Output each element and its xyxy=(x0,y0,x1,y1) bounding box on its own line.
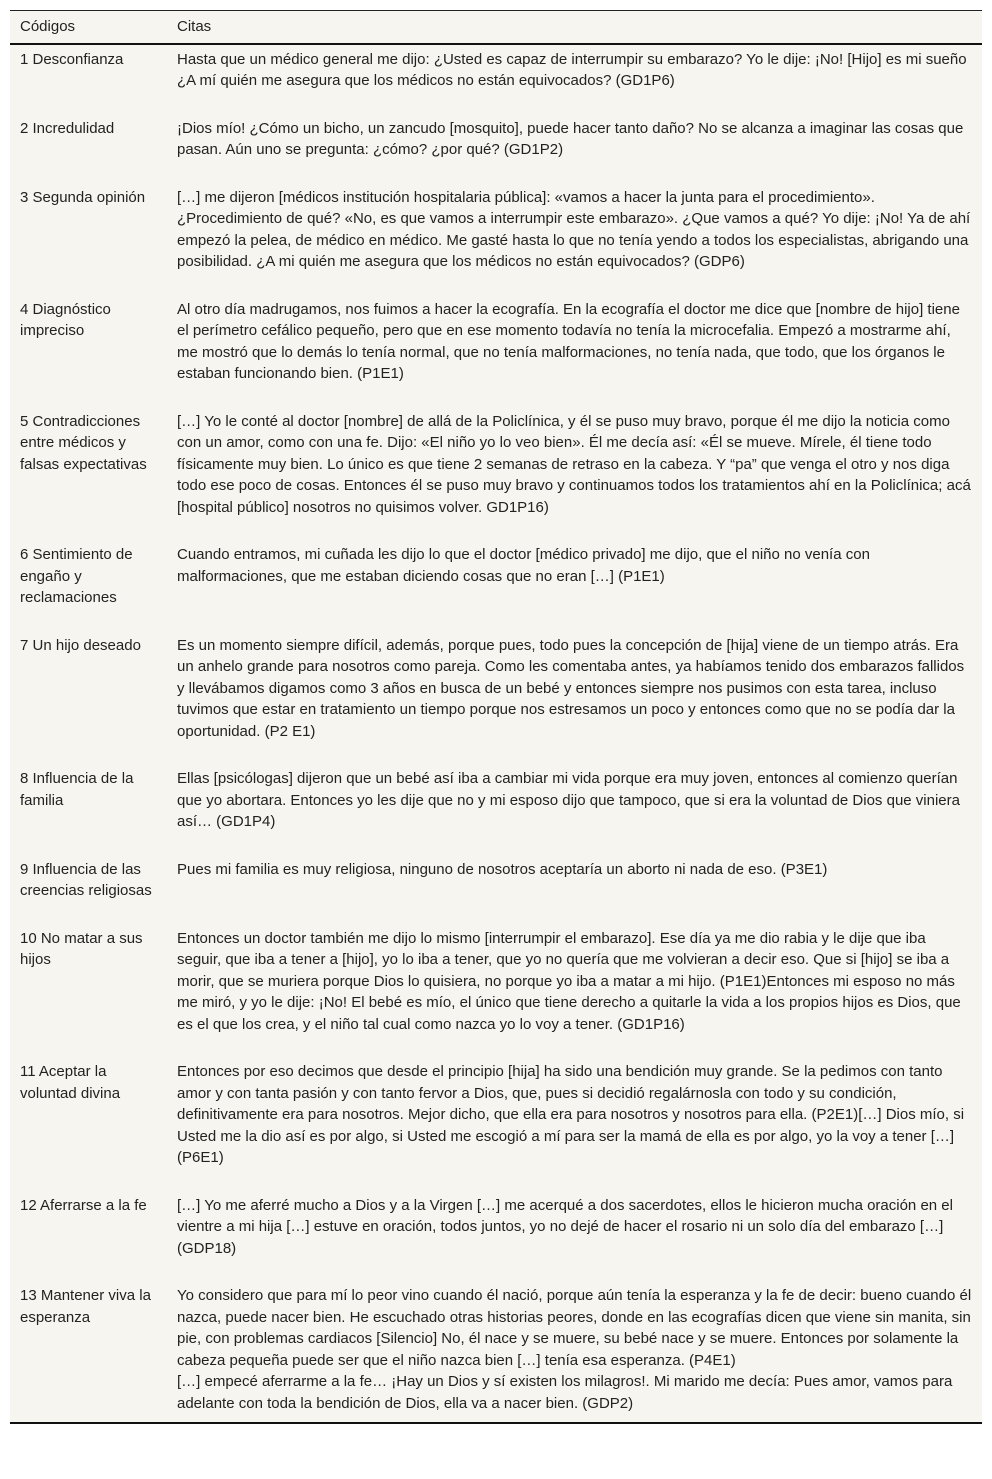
code-cell: 9 Influencia de las creencias religiosas xyxy=(20,860,152,899)
table-row xyxy=(10,924,982,1058)
table-body xyxy=(10,44,982,1424)
quote-text: Hasta que un médico general me dijo: ¿Usted es capaz de interrumpir su embarazo? Yo le dije: ¡No! [Hijo] es mi sueño ¿A mí quién me asegura que los médicos no están equivocados? (GD1P6) xyxy=(177,50,967,89)
code-cell: 5 Contradicciones entre médicos y falsas expectativas xyxy=(20,412,147,473)
quote-text: Pues mi familia es muy religiosa, ninguno de nosotros aceptaría un aborto ni nada de eso. (P3E1) xyxy=(177,860,828,878)
code-cell: 1 Desconfianza xyxy=(20,50,124,68)
header-codes: Códigos xyxy=(10,11,167,44)
quote-cell xyxy=(167,407,982,541)
quote-cell xyxy=(167,631,982,765)
table-row xyxy=(10,1281,982,1423)
quote-text: Entonces por eso decimos que desde el principio [hija] ha sido una bendición muy grande. Se la pedimos con tanto amor y con tanta pasión y con tanto fervor a Dios, que, pues si decidió regalárnosla con todo y su condición, definitivamente era para nosotros. Mejor dicho, que ella era para nosotros y nosotros para ella. (P2E1)[…] Dios mío, si Usted me la dio así es por algo, si Usted me escogió a mí para ser la mamá de ella es por algo, yo la voy a tener […] (P6E1) xyxy=(177,1063,965,1166)
code-cell: 7 Un hijo deseado xyxy=(20,636,141,654)
codes-quotes-table xyxy=(10,10,982,1424)
code-cell: 8 Influencia de la familia xyxy=(20,770,134,809)
quote-text: […] me dijeron [médicos institución hospitalaria pública]: «vamos a hacer la junta para el procedimiento». ¿Procedimiento de qué? «No, es que vamos a interrumpir este embarazo». ¿Que vamos a qué? Yo dije: ¡No! Ya de ahí empezó la pelea, de médico en médico. Me gasté hasta lo que no tenía yendo a todos los especialistas, abrigando una posibilidad. ¿A mi quién me asegura que los médicos no están equivocados? (GDP6) xyxy=(177,188,971,270)
quote-cell xyxy=(167,44,982,114)
code-cell: 13 Mantener viva la esperanza xyxy=(10,1281,167,1423)
code-cell: 4 Diagnóstico impreciso xyxy=(20,300,111,339)
quote-cell xyxy=(167,764,982,855)
table-row xyxy=(10,540,982,631)
table-row xyxy=(10,295,982,407)
quote-cell xyxy=(167,114,982,183)
code-cell: 12 Aferrarse a la fe xyxy=(20,1196,147,1214)
quote-text: Es un momento siempre difícil, además, porque pues, todo pues la concepción de [hija] viene de un tiempo atrás. Era un anhelo grande para nosotros como pareja. Como les comentaba antes, ya habíamos tenido dos embarazos fallidos y llevábamos digamos como 3 años en busca de un bebé y entonces siempre nos pusimos con esta tarea, incluso tuvimos que estar en tratamiento un tiempo porque nos estresamos un poco y entonces como que no se podía dar la oportunidad. (P2 E1) xyxy=(177,636,965,740)
table-row xyxy=(10,855,982,924)
quote-text: […] empecé aferrarme a la fe… ¡Hay un Dios y sí existen los milagros!. Mi marido me decía: Pues amor, vamos para adelante con toda la bendición de Dios, ella va a nacer bien. (GDP2) xyxy=(177,1373,953,1412)
code-cell: 10 No matar a sus hijos xyxy=(20,929,143,968)
table-row xyxy=(10,1057,982,1191)
quote-cell xyxy=(167,1191,982,1282)
quote-cell xyxy=(167,1281,982,1423)
quote-cell xyxy=(167,540,982,631)
table-row xyxy=(10,44,982,114)
quotes-table-container xyxy=(10,10,982,1424)
quote-text: Cuando entramos, mi cuñada les dijo lo que el doctor [médico privado] me dijo, que el niño no venía con malformaciones, que me estaban diciendo cosas que no eran […] (P1E1) xyxy=(177,546,870,585)
quote-text: […] Yo le conté al doctor [nombre] de allá de la Policlínica, y él se puso muy bravo, porque él me dijo la noticia como con un amor, como con una fe. Dijo: «El niño yo lo veo bien». Él me decía así: «Él se mueve. Mírele, él tiene todo físicamente muy bien. Lo único es que tiene 2 semanas de retraso en la cabeza. Y “pa” que venga el otro y nos diga todo ese poco de cosas. Entonces él se puso muy bravo y continuamos todos los tratamientos ahí en la Policlínica; acá [hospital público] nosotros no quisimos volver. GD1P16) xyxy=(177,412,971,516)
quote-cell xyxy=(167,1057,982,1191)
quote-text: ¡Dios mío! ¿Cómo un bicho, un zancudo [mosquito], puede hacer tanto daño? No se alcanza a imaginar las cosas que pasan. Aún uno se pregunta: ¿cómo? ¿por qué? (GD1P2) xyxy=(177,119,964,158)
quote-cell xyxy=(167,183,982,295)
quote-cell xyxy=(167,855,982,924)
quote-text: Ellas [psicólogas] dijeron que un bebé así iba a cambiar mi vida porque era muy joven, entonces al comienzo querían que yo abortara. Entonces yo les dije que no y mi esposo dijo que tampoco, que si era la voluntad de Dios que viniera así… (GD1P4) xyxy=(177,770,960,830)
code-cell: 3 Segunda opinión xyxy=(20,188,146,206)
quote-text: Entonces un doctor también me dijo lo mismo [interrumpir el embarazo]. Ese día ya me dio rabia y le dije que iba seguir, que iba a tener a [hijo], yo lo iba a tener, que yo no quería que me volvieran a decir eso. Que si [hijo] se iba a morir, que se muriera porque Dios lo quisiera, no porque yo iba a matar a mi hijo. (P1E1)Entonces mi esposo no más me miró, y yo le dije: ¡No! El bebé es mío, el único que tiene derecho a quitarle la vida a los propios hijos es Dios, que es el que los crea, y el niño tal cual como nazca yo lo voy a tener. (GD1P16) xyxy=(177,929,961,1033)
table-row xyxy=(10,764,982,855)
code-cell: 6 Sentimiento de engaño y reclamaciones xyxy=(20,546,133,606)
table-header-row xyxy=(10,11,982,44)
table-row xyxy=(10,407,982,541)
quote-text: Al otro día madrugamos, nos fuimos a hacer la ecografía. En la ecografía el doctor me dice que [nombre de hijo] tiene el perímetro cefálico pequeño, pero que en ese momento todavía no tenía la microcefalia. Empezó a mostrarme ahí, me mostró que lo demás lo tenía normal, que no tenía malformaciones, no tenía nada, que todo, que los órganos le estaban funcionando bien. (P1E1) xyxy=(177,300,960,382)
table-row xyxy=(10,1191,982,1282)
table-row xyxy=(10,631,982,765)
table-row xyxy=(10,114,982,183)
code-cell: 2 Incredulidad xyxy=(20,119,115,137)
quote-text: Yo considero que para mí lo peor vino cuando él nació, porque aún tenía la esperanza y la fe de decir: bueno cuando él nazca, puede nacer bien. He escuchado otras historias peores, donde en las ecografías dicen que viene sin manita, sin pie, con problemas cardiacos [Silencio] No, él nace y se muere, su bebé nace y se muere. Entonces por solamente la cabeza pequeña puede ser que el niño nazca bien […] tenía esa esperanza. (P4E1) xyxy=(177,1287,972,1369)
quote-cell xyxy=(167,295,982,407)
header-quotes: Citas xyxy=(167,11,982,44)
table-row xyxy=(10,183,982,295)
code-cell: 11 Aceptar la voluntad divina xyxy=(20,1063,121,1102)
quote-cell xyxy=(167,924,982,1058)
quote-text: […] Yo me aferré mucho a Dios y a la Virgen […] me acerqué a dos sacerdotes, ellos le hicieron mucha oración en el vientre a mi hija […] estuve en oración, todos juntos, yo no dejé de hacer el rosario ni un solo día del embarazo […] (GDP18) xyxy=(177,1196,953,1257)
